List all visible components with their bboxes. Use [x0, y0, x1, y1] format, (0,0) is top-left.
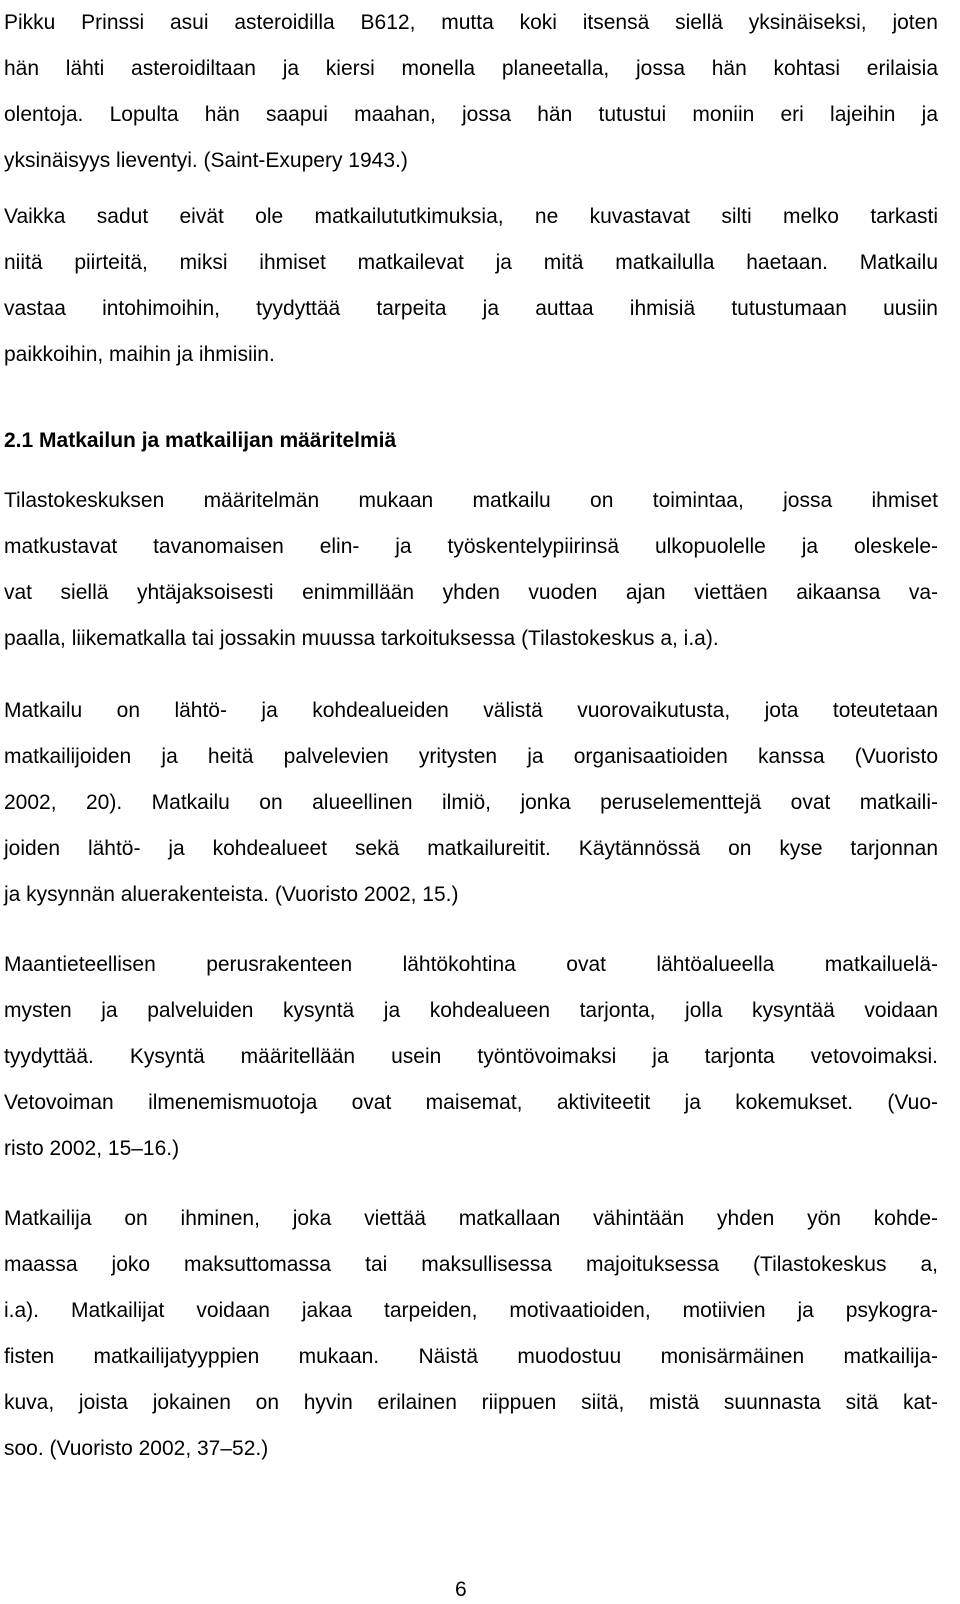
paragraph-geography: [4, 942, 938, 1172]
paragraph-fairytales: [4, 194, 938, 378]
paragraph-interaction: [4, 688, 938, 918]
text-line: fisten matkailijatyyppien mukaan. Näistä muodostuu monisärmäinen matkailija-: [4, 1345, 938, 1368]
text-line: soo. (Vuoristo 2002, 37–52.): [4, 1437, 269, 1460]
text-line: niitä piirteitä, miksi ihmiset matkailevat ja mitä matkailulla haetaan. Matkailu: [4, 251, 938, 274]
text-line: 2002, 20). Matkailu on alueellinen ilmiö, jonka peruselementtejä ovat matkaili-: [4, 791, 938, 814]
text-line: Pikku Prinssi asui asteroidilla B612, mutta koki itsensä siellä yksinäiseksi, joten: [4, 11, 938, 34]
text-line: maassa joko maksuttomassa tai maksullisessa majoituksessa (Tilastokeskus a,: [4, 1253, 938, 1276]
text-line: olentoja. Lopulta hän saapui maahan, jossa hän tutustui moniin eri lajeihin ja: [4, 103, 938, 126]
text-line: ja kysynnän aluerakenteista. (Vuoristo 2002, 15.): [4, 883, 459, 906]
text-line: Vaikka sadut eivät ole matkailututkimuksia, ne kuvastavat silti melko tarkasti: [4, 205, 938, 228]
paragraph-intro-story: [4, 0, 938, 184]
text-line: matkailijoiden ja heitä palvelevien yritysten ja organisaatioiden kanssa (Vuoristo: [4, 745, 938, 768]
text-line: Tilastokeskuksen määritelmän mukaan matkailu on toimintaa, jossa ihmiset: [4, 489, 938, 512]
text-line: paalla, liikematkalla tai jossakin muussa tarkoituksessa (Tilastokeskus a, i.a).: [4, 627, 719, 650]
text-line: yksinäisyys lieventyi. (Saint-Exupery 1943.): [4, 149, 408, 172]
text-line: vastaa intohimoihin, tyydyttää tarpeita ja auttaa ihmisiä tutustumaan uusiin: [4, 297, 938, 320]
text-line: tyydyttää. Kysyntä määritellään usein työntövoimaksi ja tarjonta vetovoimaksi.: [4, 1045, 938, 1068]
paragraph-traveller: [4, 1196, 938, 1472]
text-line: joiden lähtö- ja kohdealueet sekä matkailureitit. Käytännössä on kyse tarjonnan: [4, 837, 938, 860]
text-line: Maantieteellisen perusrakenteen lähtökohtina ovat lähtöalueella matkailuelä-: [4, 953, 938, 976]
text-line: Vetovoiman ilmenemismuotoja ovat maisemat, aktiviteetit ja kokemukset. (Vuo-: [4, 1091, 938, 1114]
text-line: i.a). Matkailijat voidaan jakaa tarpeiden, motivaatioiden, motiivien ja psykogra-: [4, 1299, 938, 1322]
text-line: vat siellä yhtäjaksoisesti enimmillään yhden vuoden ajan viettäen aikaansa va-: [4, 581, 938, 604]
section-heading: 2.1 Matkailun ja matkailijan määritelmiä: [4, 429, 397, 452]
page-number: 6: [455, 1578, 467, 1601]
text-line: hän lähti asteroidiltaan ja kiersi monella planeetalla, jossa hän kohtasi erilaisia: [4, 57, 938, 80]
text-line: Matkailija on ihminen, joka viettää matkallaan vähintään yhden yön kohde-: [4, 1207, 938, 1230]
text-line: matkustavat tavanomaisen elin- ja työskentelypiirinsä ulkopuolelle ja oleskele-: [4, 535, 938, 558]
paragraph-statistics-definition: [4, 478, 938, 662]
text-line: paikkoihin, maihin ja ihmisiin.: [4, 343, 275, 366]
text-line: mysten ja palveluiden kysyntä ja kohdealueen tarjonta, jolla kysyntää voidaan: [4, 999, 938, 1022]
text-line: risto 2002, 15–16.): [4, 1137, 180, 1160]
text-line: kuva, joista jokainen on hyvin erilainen riippuen siitä, mistä suunnasta sitä kat-: [4, 1391, 938, 1414]
text-line: Matkailu on lähtö- ja kohdealueiden välistä vuorovaikutusta, jota toteutetaan: [4, 699, 938, 722]
